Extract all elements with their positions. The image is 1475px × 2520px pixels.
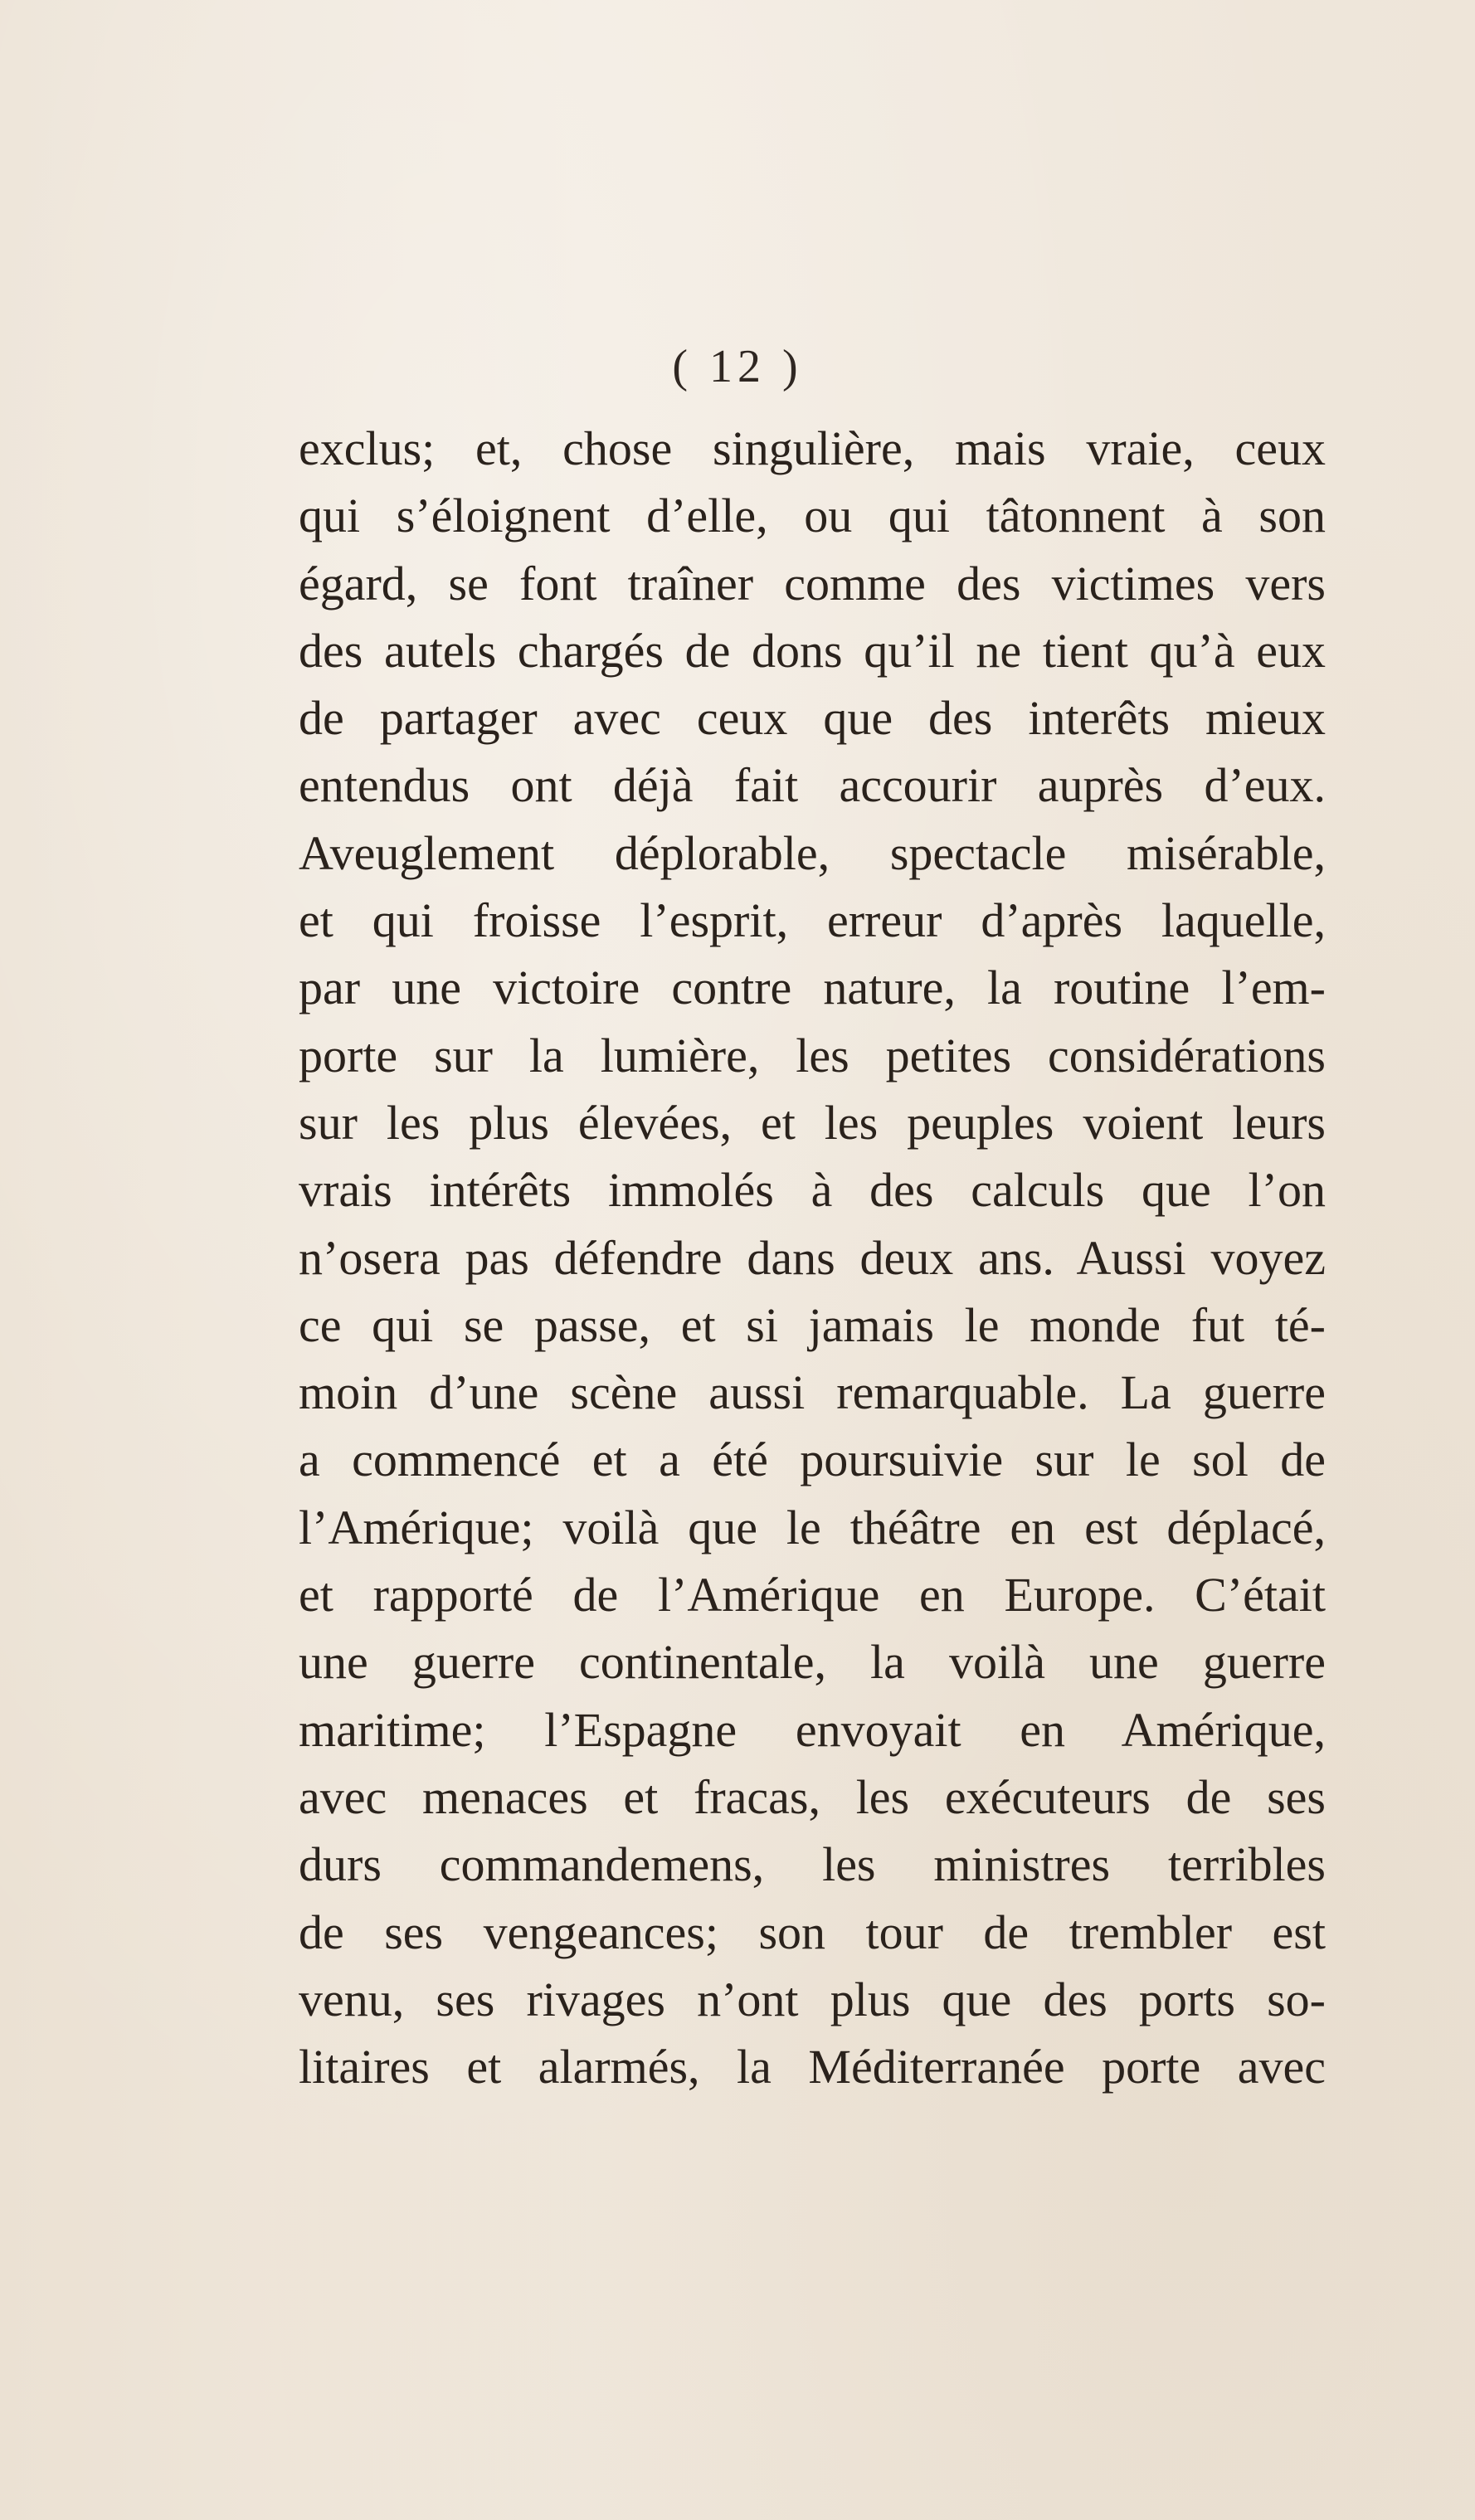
text-line: maritime; l’Espagne envoyait en Amérique,	[299, 1702, 1326, 1757]
text-line: ce qui se passe, et si jamais le monde fut té-	[299, 1297, 1326, 1352]
text-line: durs commandemens, les ministres terribles	[299, 1837, 1326, 1892]
text-line: litaires et alarmés, la Méditerranée porte avec	[299, 2040, 1326, 2094]
text-line: de ses vengeances; son tour de trembler est	[299, 1905, 1326, 1959]
text-line: l’Amérique; voilà que le théâtre en est déplacé,	[299, 1500, 1326, 1554]
text-line: sur les plus élevées, et les peuples voient leurs	[299, 1095, 1326, 1150]
body-text	[299, 415, 1326, 2100]
text-line: et qui froisse l’esprit, erreur d’après laquelle,	[299, 893, 1326, 948]
text-line: n’osera pas défendre dans deux ans. Aussi voyez	[299, 1230, 1326, 1285]
text-line: de partager avec ceux que des interêts mieux	[299, 691, 1326, 746]
text-line: moin d’une scène aussi remarquable. La guerre	[299, 1365, 1326, 1420]
text-line: entendus ont déjà fait accourir auprès d’eux.	[299, 758, 1326, 813]
text-line: et rapporté de l’Amérique en Europe. C’était	[299, 1568, 1326, 1622]
text-line: a commencé et a été poursuivie sur le sol de	[299, 1433, 1326, 1487]
page-number: ( 12 )	[672, 341, 803, 392]
text-line: Aveuglement déplorable, spectacle misérable,	[299, 825, 1326, 880]
text-line: égard, se font traîner comme des victimes vers	[299, 556, 1326, 611]
text-line: porte sur la lumière, les petites considérations	[299, 1028, 1326, 1082]
text-line: des autels chargés de dons qu’il ne tient qu’à eux	[299, 623, 1326, 678]
text-line: qui s’éloignent d’elle, ou qui tâtonnent à son	[299, 489, 1326, 543]
text-line: par une victoire contre nature, la routine l’em-	[299, 961, 1326, 1015]
text-line: vrais intérêts immolés à des calculs que l’on	[299, 1163, 1326, 1218]
text-line: avec menaces et fracas, les exécuteurs de ses	[299, 1769, 1326, 1824]
text-line: venu, ses rivages n’ont plus que des ports so-	[299, 1972, 1326, 2026]
text-line: exclus; et, chose singulière, mais vraie, ceux	[299, 421, 1326, 475]
text-line: une guerre continentale, la voilà une guerre	[299, 1635, 1326, 1690]
